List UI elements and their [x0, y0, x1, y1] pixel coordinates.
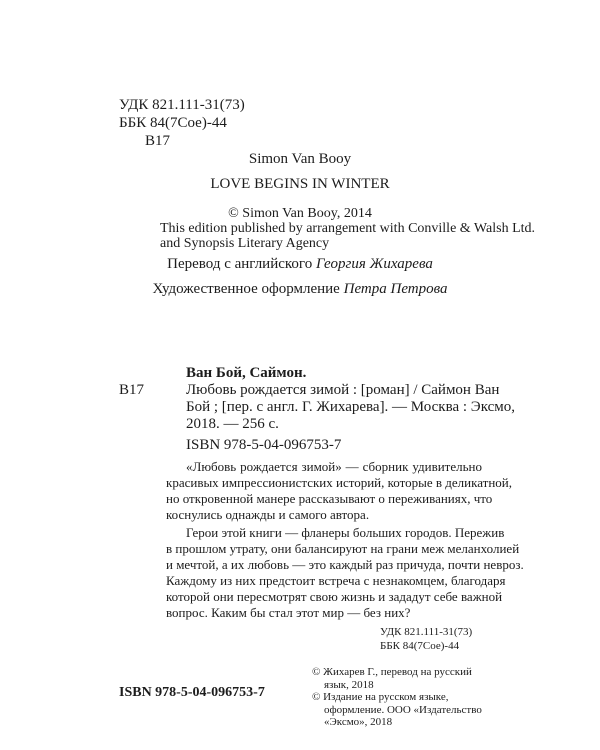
original-title: LOVE BEGINS IN WINTER — [210, 176, 390, 192]
annotation-line: коснулись однажды и самого автора. — [166, 507, 370, 522]
annotation-line: и мечтой, а их любовь — это каждый раз причуда, почти невроз. — [166, 557, 524, 572]
catalog-line-1: Любовь рождается зимой : [роман] / Саймон Ван — [186, 382, 500, 398]
catalog-author-heading: Ван Бой, Саймон. — [186, 365, 307, 381]
annotation-line: вопрос. Каким бы стал этот мир — без них? — [166, 605, 411, 620]
catalog-line-2: Бой ; [пер. с англ. Г. Жихарева]. — Москва : Эксмо, — [186, 399, 516, 415]
bbk-code: ББК 84(7Сое)-44 — [119, 115, 227, 131]
catalog-code: В17 — [119, 382, 145, 398]
annotation-line: Герои этой книги — фланеры больших городов. Пережив — [186, 525, 505, 540]
catalog-isbn: ISBN 978-5-04-096753-7 — [186, 437, 342, 453]
annotation-line: но откровенной манере рассказывают о переживаниях, что — [166, 491, 493, 506]
edition-line-2: and Synopsis Literary Agency — [160, 236, 330, 251]
udk-code: УДК 821.111-31(73) — [119, 97, 245, 113]
original-author: Simon Van Booy — [248, 151, 352, 167]
annotation-line: в прошлом утрату, они балансируют на грани меж меланхолией — [166, 541, 520, 556]
copyright-edition-3: «Эксмо», 2018 — [324, 716, 393, 728]
translation-credit — [100, 255, 500, 273]
author-mark: В17 — [145, 133, 171, 149]
copyright-edition-1: © Издание на русском языке, — [312, 691, 449, 703]
annotation-line: Каждому из них предстоит встреча с незнакомцем, благодаря — [166, 573, 506, 588]
annotation-line: которой они пересмотрят свою жизнь и зададут себе важной — [166, 589, 503, 604]
catalog-line-3: 2018. — 256 с. — [186, 416, 279, 432]
edition-line-1: This edition published by arrangement with Conville & Walsh Ltd. — [160, 221, 536, 236]
copyright-translation-1: © Жихарев Г., перевод на русский — [312, 666, 472, 678]
annotation-line: «Любовь рождается зимой» — сборник удивительно — [186, 459, 482, 474]
designer-name: Петра Петрова — [343, 281, 448, 297]
design-prefix: Художественное оформление — [152, 281, 344, 297]
design-credit — [100, 280, 500, 298]
copyright-edition-2: оформление. ООО «Издательство — [324, 703, 482, 716]
footer-udk-code: УДК 821.111-31(73) — [380, 626, 473, 638]
translator-name: Георгия Жихарева — [315, 256, 433, 272]
original-copyright: © Simon Van Booy, 2014 — [228, 206, 372, 221]
isbn-bottom: ISBN 978-5-04-096753-7 — [119, 685, 265, 700]
footer-bbk-code: ББК 84(7Сое)-44 — [380, 640, 460, 652]
annotation-line: красивых импрессионистских историй, которые в деликатной, — [166, 475, 512, 490]
copyright-translation-2: язык, 2018 — [324, 678, 374, 691]
translation-prefix: Перевод с английского — [167, 256, 316, 272]
